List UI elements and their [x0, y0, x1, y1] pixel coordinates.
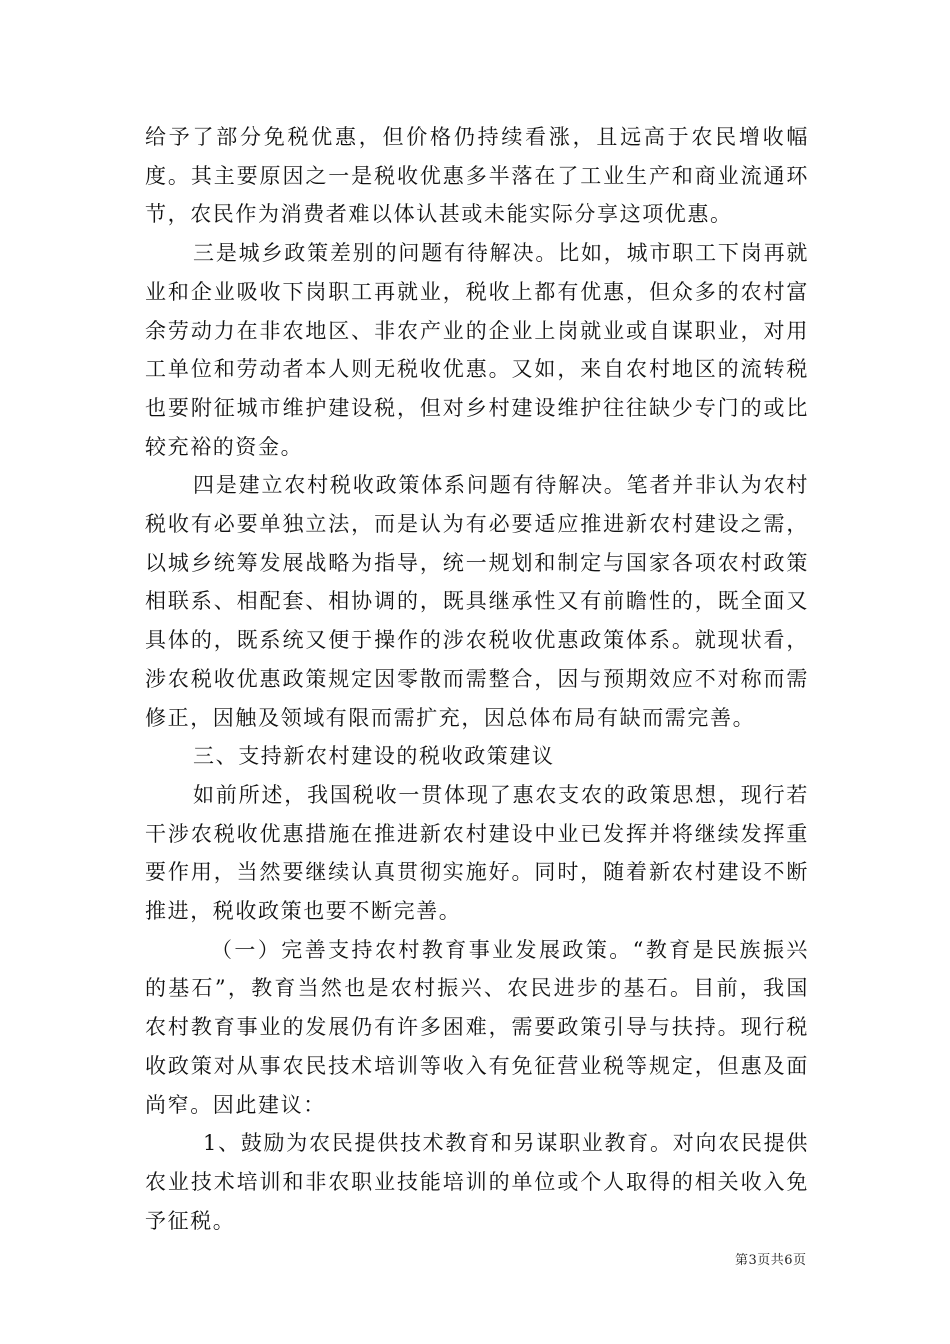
- paragraph-as-mentioned: 如前所述，我国税收一贯体现了惠农支农的政策思想，现行若干涉农税收优惠措施在推进新农村建设中业已发挥并将继续发挥重要作用，当然要继续认真贯彻实施好。同时，随着新农村建设不断推进，税收政策也要不断完善。: [145, 782, 809, 924]
- section-heading: 三、支持新农村建设的税收政策建议: [193, 744, 555, 769]
- paragraph-education-policy: （一）完善支持农村教育事业发展政策。“教育是民族振兴的基石”，教育当然也是农村振兴、农民进步的基石。目前，我国农村教育事业的发展仍有许多困难，需要政策引导与扶持。现行税收政策对从事农民技术培训等收入有免征营业税等规定，但惠及面尚窄。因此建议：: [145, 937, 809, 1117]
- paragraph-technical-education: 1、鼓励为农民提供技术教育和另谋职业教育。对向农民提供农业技术培训和非农职业技能培训的单位或个人取得的相关收入免予征税。: [145, 1131, 809, 1233]
- paragraph-tax-policy-system: 四是建立农村税收政策体系问题有待解决。笔者并非认为农村税收有必要单独立法，而是认为有必要适应推进新农村建设之需，以城乡统筹发展战略为指导，统一规划和制定与国家各项农村政策相联系、相配套、相协调的，既具继承性又有前瞻性的，既全面又具体的，既系统又便于操作的涉农税收优惠政策体系。就现状看，涉农税收优惠政策规定因零散而需整合，因与预期效应不对称而需修正，因触及领域有限而需扩充，因总体布局有缺而需完善。: [145, 473, 809, 730]
- paragraph-continuation: 给予了部分免税优惠，但价格仍持续看涨，且远高于农民增收幅度。其主要原因之一是税收优惠多半落在了工业生产和商业流通环节，农民作为消费者难以体认甚或未能实际分享这项优惠。: [145, 125, 809, 227]
- document-body: [145, 118, 809, 1240]
- paragraph-urban-rural-policy: 三是城乡政策差别的问题有待解决。比如，城市职工下岗再就业和企业吸收下岗职工再就业，税收上都有优惠，但众多的农村富余劳动力在非农地区、非农产业的企业上岗就业或自谋职业，对用工单位和劳动者本人则无税收优惠。又如，来自农村地区的流转税也要附征城市维护建设税，但对乡村建设维护往往缺少专门的或比较充裕的资金。: [145, 241, 809, 459]
- page-number: 第3页共6页: [735, 1253, 807, 1268]
